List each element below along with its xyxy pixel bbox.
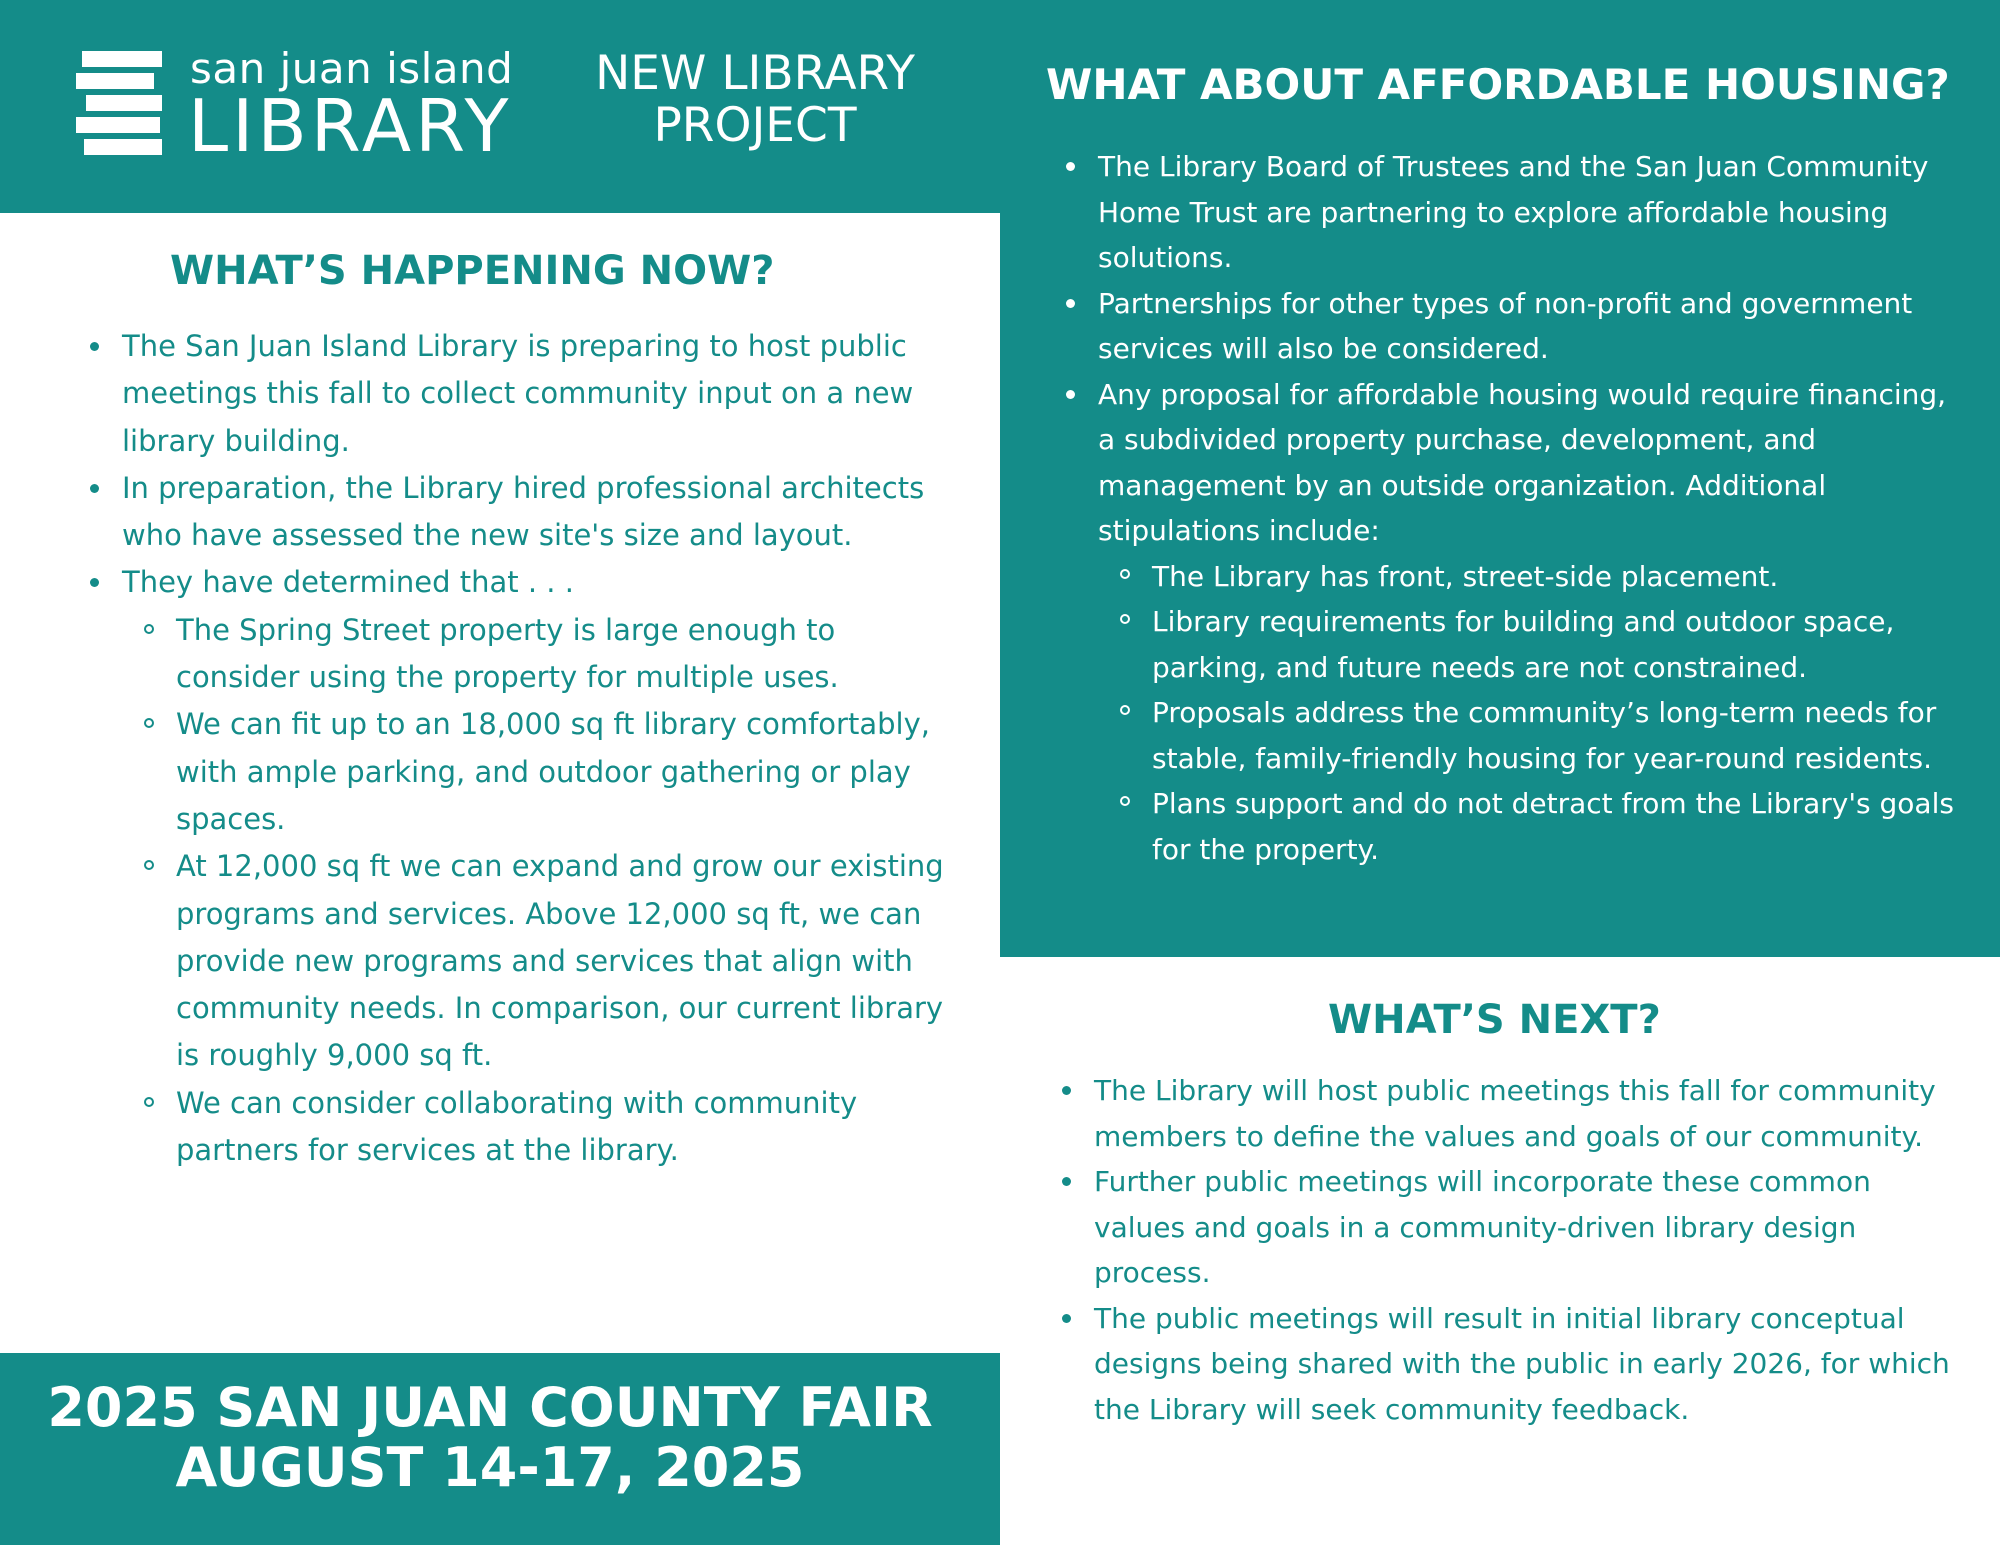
sub-list-item: The Library has front, street-side placement. — [1046, 554, 1966, 600]
logo-text-library: LIBRARY — [188, 84, 513, 168]
sub-list-item: We can fit up to an 18,000 sq ft library comfortably, with ample parking, and outdoor gathering or play spaces. — [70, 701, 950, 843]
sub-list-item: Plans support and do not detract from the Library's goals for the property. — [1046, 781, 1966, 872]
project-title — [560, 48, 950, 152]
list-item: Further public meetings will incorporate these common values and goals in a community-driven library design process. — [1042, 1159, 1962, 1296]
fair-dates: AUGUST 14-17, 2025 — [175, 1436, 805, 1499]
list-item-text: They have determined that . . . — [122, 565, 574, 600]
sub-list-item: Proposals address the community’s long-term needs for stable, family-friendly housing for year-round residents. — [1046, 690, 1966, 781]
happening-now-list — [70, 323, 950, 1174]
happening-now-section — [0, 213, 1000, 1353]
happening-now-title: WHAT’S HAPPENING NOW? — [170, 248, 775, 294]
sub-list-item: We can consider collaborating with community partners for services at the library. — [70, 1080, 950, 1175]
fair-title — [0, 1378, 980, 1498]
sub-list-item: Library requirements for building and outdoor space, parking, and future needs are not constrained. — [1046, 599, 1966, 690]
list-item: In preparation, the Library hired professional architects who have assessed the new site's size and layout. — [70, 465, 950, 560]
header-banner — [0, 0, 1000, 213]
list-item: The public meetings will result in initial library conceptual designs being shared with the public in early 2026, for which the Library will seek community feedback. — [1042, 1296, 1962, 1433]
affordable-housing-list — [1046, 144, 1966, 872]
list-item-text: Any proposal for affordable housing would require financing, a subdivided property purchase, development, and management by an outside organization. Additional stipulations include: — [1098, 377, 1947, 547]
list-item: The Library will host public meetings this fall for community members to define the values and goals of our community. — [1042, 1068, 1962, 1159]
whats-next-title: WHAT’S NEXT? — [1328, 997, 1661, 1043]
list-item — [1046, 372, 1966, 873]
fair-title-line1: 2025 SAN JUAN COUNTY FAIR — [47, 1376, 933, 1439]
whats-next-list — [1042, 1068, 1962, 1432]
affordable-housing-title: WHAT ABOUT AFFORDABLE HOUSING? — [1046, 60, 1950, 109]
list-item — [70, 559, 950, 1174]
list-item: The San Juan Island Library is preparing to host public meetings this fall to collect community input on a new library building. — [70, 323, 950, 465]
list-item: Partnerships for other types of non-profit and government services will also be considered. — [1046, 281, 1966, 372]
project-title-line1: NEW LIBRARY — [595, 46, 915, 101]
list-item: The Library Board of Trustees and the San Juan Community Home Trust are partnering to explore affordable housing solutions. — [1046, 144, 1966, 281]
sub-list-item: The Spring Street property is large enough to consider using the property for multiple uses. — [70, 607, 950, 702]
project-title-line2: PROJECT — [653, 98, 857, 153]
library-books-logo-icon — [76, 51, 168, 155]
logo-text-san-juan-island: san juan island — [190, 44, 514, 93]
sub-list-item: At 12,000 sq ft we can expand and grow our existing programs and services. Above 12,000 sq ft, we can provide new programs and services that align with community needs. In comparison, our current library is roughly 9,000 sq ft. — [70, 843, 950, 1079]
